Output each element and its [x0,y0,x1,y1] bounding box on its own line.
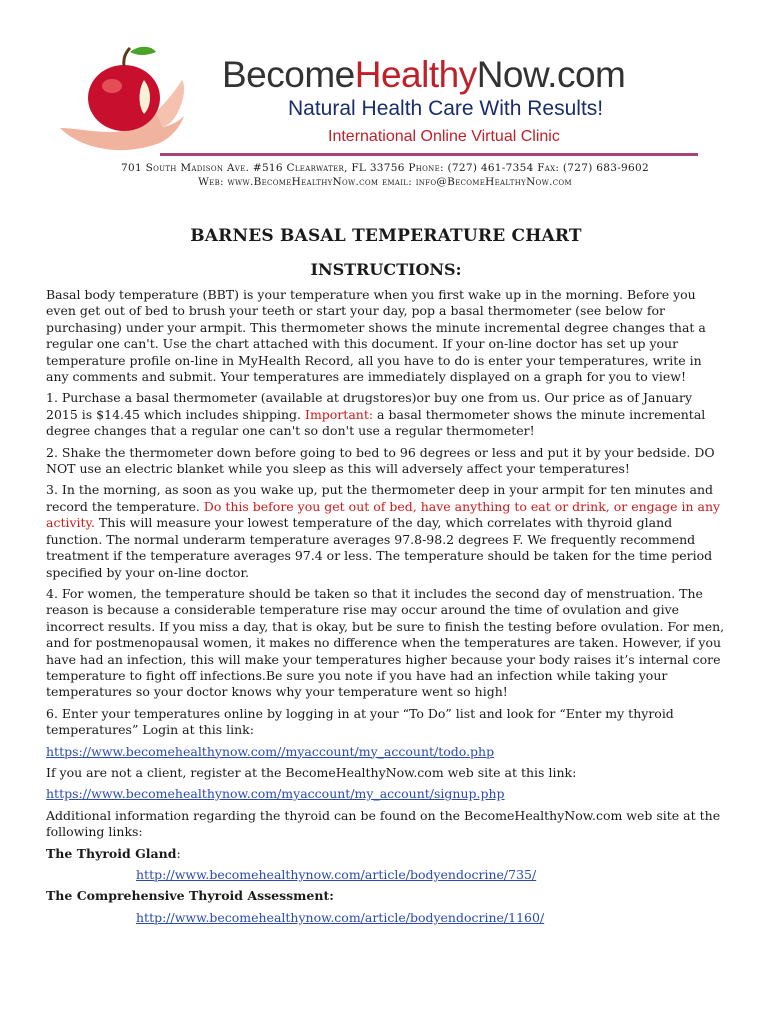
thyroid-gland-link-row [46,867,726,883]
important-label: Important: [305,406,374,422]
step-4: 4. For women, the temperature should be taken so that it includes the second day of menstruation. The reason is because a considerable temperature rise may occur around the time of ovulation and give incorrect results. If you miss a day, that is okay, but be sure to finish the testing before ovulation. For men, and for postmenopausal women, it makes no difference when the temperatures are taken. However, if you have had an infection, this will make your temperatures higher because your body raises it’s internal core temperature to fight off infections.Be sure you note if you have had an infection while taking your temperatures so your doctor knows why your temperature went so high! [46,585,725,700]
step-6: 6. Enter your temperatures online by logging in at your “To Do” list and look for “Enter my thyroid temperatures” Login at this link: [46,705,674,738]
letterhead [0,0,770,200]
signup-link[interactable]: https://www.becomehealthynow.com/myaccount/my_account/signup.php [46,786,505,802]
clinic-subtitle: International Online Virtual Clinic [328,128,560,145]
apple-in-hand-logo-icon [52,40,202,160]
web-email-line: Web: www.BecomeHealthyNow.com email: info@BecomeHealthyNow.com [198,176,572,188]
assessment-heading: The Comprehensive Thyroid Assessment: [46,888,334,904]
brand-name: BecomeHealthyNow.com [222,54,626,95]
instructions-heading: INSTRUCTIONS: [310,260,462,279]
step-1: 1. Purchase a basal thermometer (available at drugstores)or buy one from us. Our price as of January 2015 is $14.45 which includes shipping. Important: a basal thermometer shows the minute incremental degree changes that a regular one can't so don't use a regular thermometer! [46,390,706,439]
todo-link[interactable]: https://www.becomehealthynow.com//myaccount/my_account/todo.php [46,743,495,759]
thyroid-gland-link[interactable]: http://www.becomehealthynow.com/article/bodyendocrine/735/ [136,867,537,882]
header-divider [160,153,698,156]
assessment-link[interactable]: http://www.becomehealthynow.com/article/bodyendocrine/1160/ [136,909,545,925]
tagline: Natural Health Care With Results! [288,97,604,120]
register-text: If you are not a client, register at the BecomeHealthyNow.com web site at this link: [46,764,577,780]
warning-text: Do this before you get out of bed, have anything to eat or drink, or engage in any activity. [46,498,721,531]
step-2: 2. Shake the thermometer down before going to bed to 96 degrees or less and put it by your bedside. DO NOT use an electric blanket while you sleep as this will adversely affect your temperatures! [46,444,715,477]
step-3: 3. In the morning, as soon as you wake up, put the thermometer deep in your armpit for ten minutes and record the temperature. Do this before you get out of bed, have anything to eat or drink, or engage in any activity. This will measure your lowest temperature of the day, which correlates with thyroid gland function. The normal underarm temperature averages 97.8-98.2 degrees F. We frequently recommend treatment if the temperature averages 97.4 or less. The temperature should be taken for the time period specified by your on-line doctor. [46,482,721,580]
thyroid-gland-heading: The Thyroid Gland: [46,845,181,861]
page-title: BARNES BASAL TEMPERATURE CHART [190,226,582,246]
additional-info: Additional information regarding the thyroid can be found on the BecomeHealthyNow.com web site at the following links: [46,807,721,840]
document-body [46,226,726,931]
intro-paragraph: Basal body temperature (BBT) is your temperature when you first wake up in the morning. Before you even get out of bed to brush your teeth or start your day, pop a basal thermometer (see below for purchasing) under your armpit. This thermometer shows the minute incremental degree changes that a regular one can't. Use the chart attached with this document. If your on-line doctor has set up your temperature profile on-line in MyHealth Record, all you have to do is enter your temperatures, write in any comments and submit. Your temperatures are immediately displayed on a graph for you to view! [46,287,706,385]
todo-link-row [46,744,726,760]
signup-link-row [46,786,726,802]
address-line: 701 South Madison Ave. #516 Clearwater, FL 33756 Phone: (727) 461-7354 Fax: (727) 683-9602 [121,162,649,174]
assessment-link-row [46,910,726,926]
